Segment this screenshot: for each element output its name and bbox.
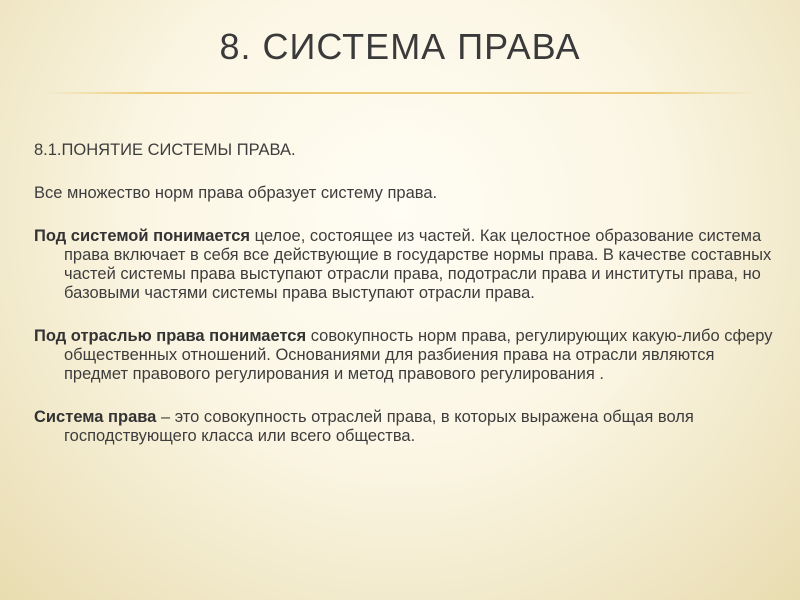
paragraph-bold-lead: Система права [34,408,157,426]
paragraph-text: совокупность норм права, регулирующих какую-либо сферу общественных отношений. Основаниями для разбиения права на отрасли являются предмет правового регулирования и метод правового регулирования . [64,327,773,383]
paragraph-text: целое, состоящее из частей. Как целостное образование система права включает в себя все действующие в государстве нормы права. В качестве составных частей системы права выступают отрасли права, подотрасли права и институты права, но базовыми частями системы права выступают отрасли права. [64,227,772,302]
paragraph-branch-definition [34,327,774,384]
paragraph-bold-lead: Под системой понимается [34,227,251,245]
paragraph-law-system [34,408,774,446]
slide-content [34,141,774,470]
paragraph-bold-lead: Под отраслью права понимается [34,327,307,345]
paragraph-system-definition [34,227,774,303]
intro-paragraph: Все множество норм права образует систему права. [34,184,438,202]
title-divider [44,92,756,94]
paragraph-text: – это совокупность отраслей права, в которых выражена общая воля господствующего класса или всего общества. [64,408,694,445]
slide-title: 8. СИСТЕМА ПРАВА [219,26,581,67]
section-heading: 8.1.ПОНЯТИЕ СИСТЕМЫ ПРАВА. [34,141,296,159]
